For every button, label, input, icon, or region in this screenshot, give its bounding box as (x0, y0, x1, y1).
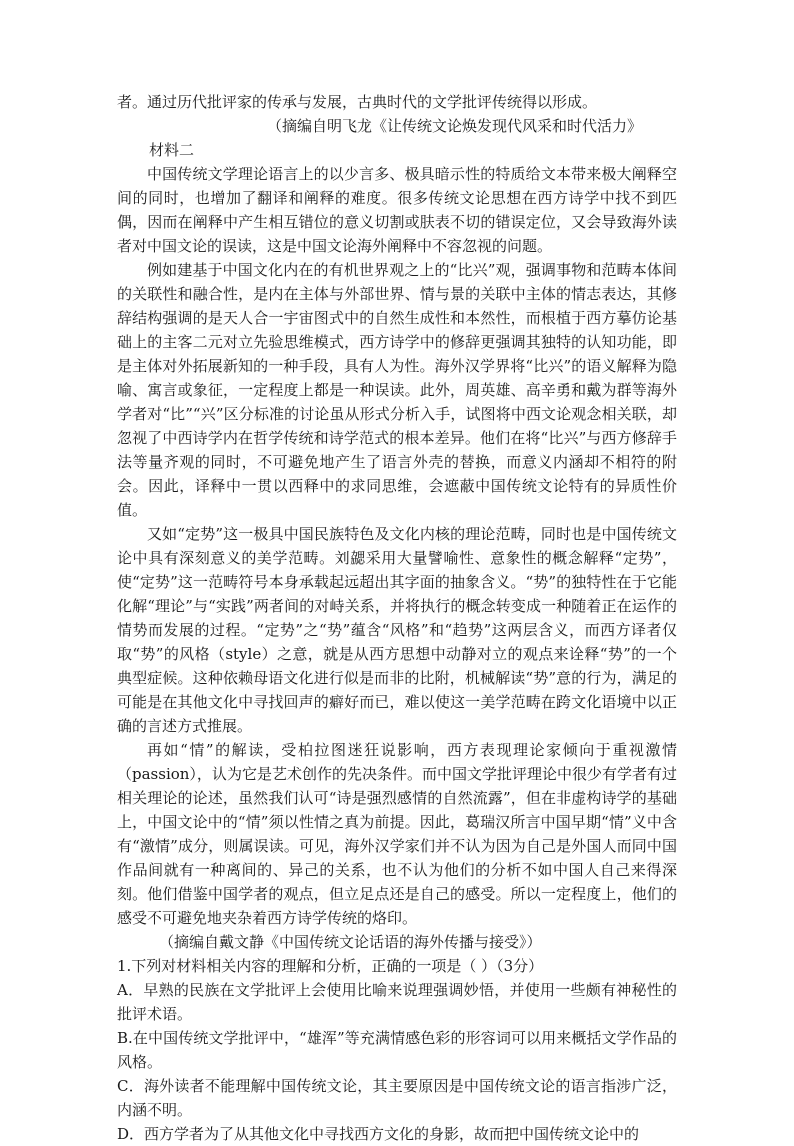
intro-line: 者。通过历代批评家的传承与发展，古典时代的文学批评传统得以形成。 (117, 93, 598, 111)
source-citation-2: （摘编自戴文静《中国传统文论话语的海外传播与接受》） (159, 933, 542, 951)
paragraph-2: 例如建基于中国文化内在的有机世界观之上的“比兴”观，强调事物和范畴本体间的关联性和融合性，是内在主体与外部世界、情与景的关联中主体的情志表达，其修辞结构强调的是天人合一宇宙图式中的自然生成性和本然性，而根植于西方摹仿论基础上的主客二元对立先验思维模式，西方诗学中的修辞更强调其独特的认知功能，即是主体对外拓展新知的一种手段，具有人为性。海外汉学界将“比兴”的语义解释为隐喻、寓言或象征，一定程度上都是一种误读。此外，周英雄、高辛勇和戴为群等海外学者对“比”“兴”区分标准的讨论虽从形式分析入手，试图将中西文论观念相关联，却忽视了中西诗学内在哲学传统和诗学范式的根本差异。他们在将“比兴”与西方修辞手法等量齐观的同时，不可避免地产生了语言外壳的替换，而意义内涵却不相符的附会。因此，译释中一贯以西释中的求同思维，会遮蔽中国传统文论特有的异质性价值。 (117, 261, 677, 519)
paragraph-1: 中国传统文学理论语言上的以少言多、极具暗示性的特质给文本带来极大阐释空间的同时，也增加了翻译和阐释的难度。很多传统文论思想在西方诗学中找不到匹偶，因而在阐释中产生相互错位的意义切割或肤表不切的错误定位，又会导致海外读者对中国文论的误读，这是中国文论海外阐释中不容忽视的问题。 (117, 165, 677, 255)
option-d: D．西方学者为了从其他文化中寻找西方文化的身影，故而把中国传统文论中的 (117, 1125, 640, 1143)
option-a: A．早熟的民族在文学批评上会使用比喻来说理强调妙悟，并使用一些颇有神秘性的批评术语。 (117, 981, 677, 1023)
question-stem: 1.下列对材料相关内容的理解和分析，正确的一项是（ ）（3分） (117, 957, 544, 975)
paragraph-4: 再如“情”的解读，受柏拉图迷狂说影响，西方表现理论家倾向于重视激情（passion），认为它是艺术创作的先决条件。而中国文学批评理论中很少有学者有过相关理论的论述，虽然我们认可“诗是强烈感情的自然流露”，但在非虚构诗学的基础上，中国文论中的“情”须以性情之真为前提。因此，葛瑞汉所言中国早期“情”义中含有“激情”成分，则属误读。可见，海外汉学家们并不认为因为自己是外国人而同中国作品间就有一种离间的、异己的关系，也不认为他们的分析不如中国人自己来得深刻。他们借鉴中国学者的观点，但立足点还是自己的感受。所以一定程度上，他们的感受不可避免地夹杂着西方诗学传统的烙印。 (117, 741, 677, 927)
material-2-heading: 材料二 (149, 141, 195, 159)
document-page (117, 90, 677, 1146)
option-b: B.在中国传统文学批评中，“雄浑”等充满情感色彩的形容词可以用来概括文学作品的风格。 (117, 1029, 677, 1071)
option-c: C．海外读者不能理解中国传统文论，其主要原因是中国传统文论的语言指涉广泛，内涵不明。 (117, 1077, 677, 1119)
paragraph-3: 又如“定势”这一极具中国民族特色及文化内核的理论范畴，同时也是中国传统文论中具有深刻意义的美学范畴。刘勰采用大量譬喻性、意象性的概念解释“定势”，使“定势”这一范畴符号本身承载起远超出其字面的抽象含义。“势”的独特性在于它能化解“理论”与“实践”两者间的对峙关系，并将执行的概念转变成一种随着正在运作的情势而发展的过程。“定势”之“势”蕴含“风格”和“趋势”这两层含义，而西方译者仅取“势”的风格（style）之意，就是从西方思想中动静对立的观点来诠释“势”的一个典型症候。这种依赖母语文化进行似是而非的比附，机械解读“势”意的行为，满足的可能是在其他文化中寻找回声的癖好而已，难以使这一美学范畴在跨文化语境中以正确的言述方式推展。 (117, 525, 677, 735)
source-citation-1: （摘编自明飞龙《让传统文论焕发现代风采和时代活力》 (267, 117, 643, 135)
